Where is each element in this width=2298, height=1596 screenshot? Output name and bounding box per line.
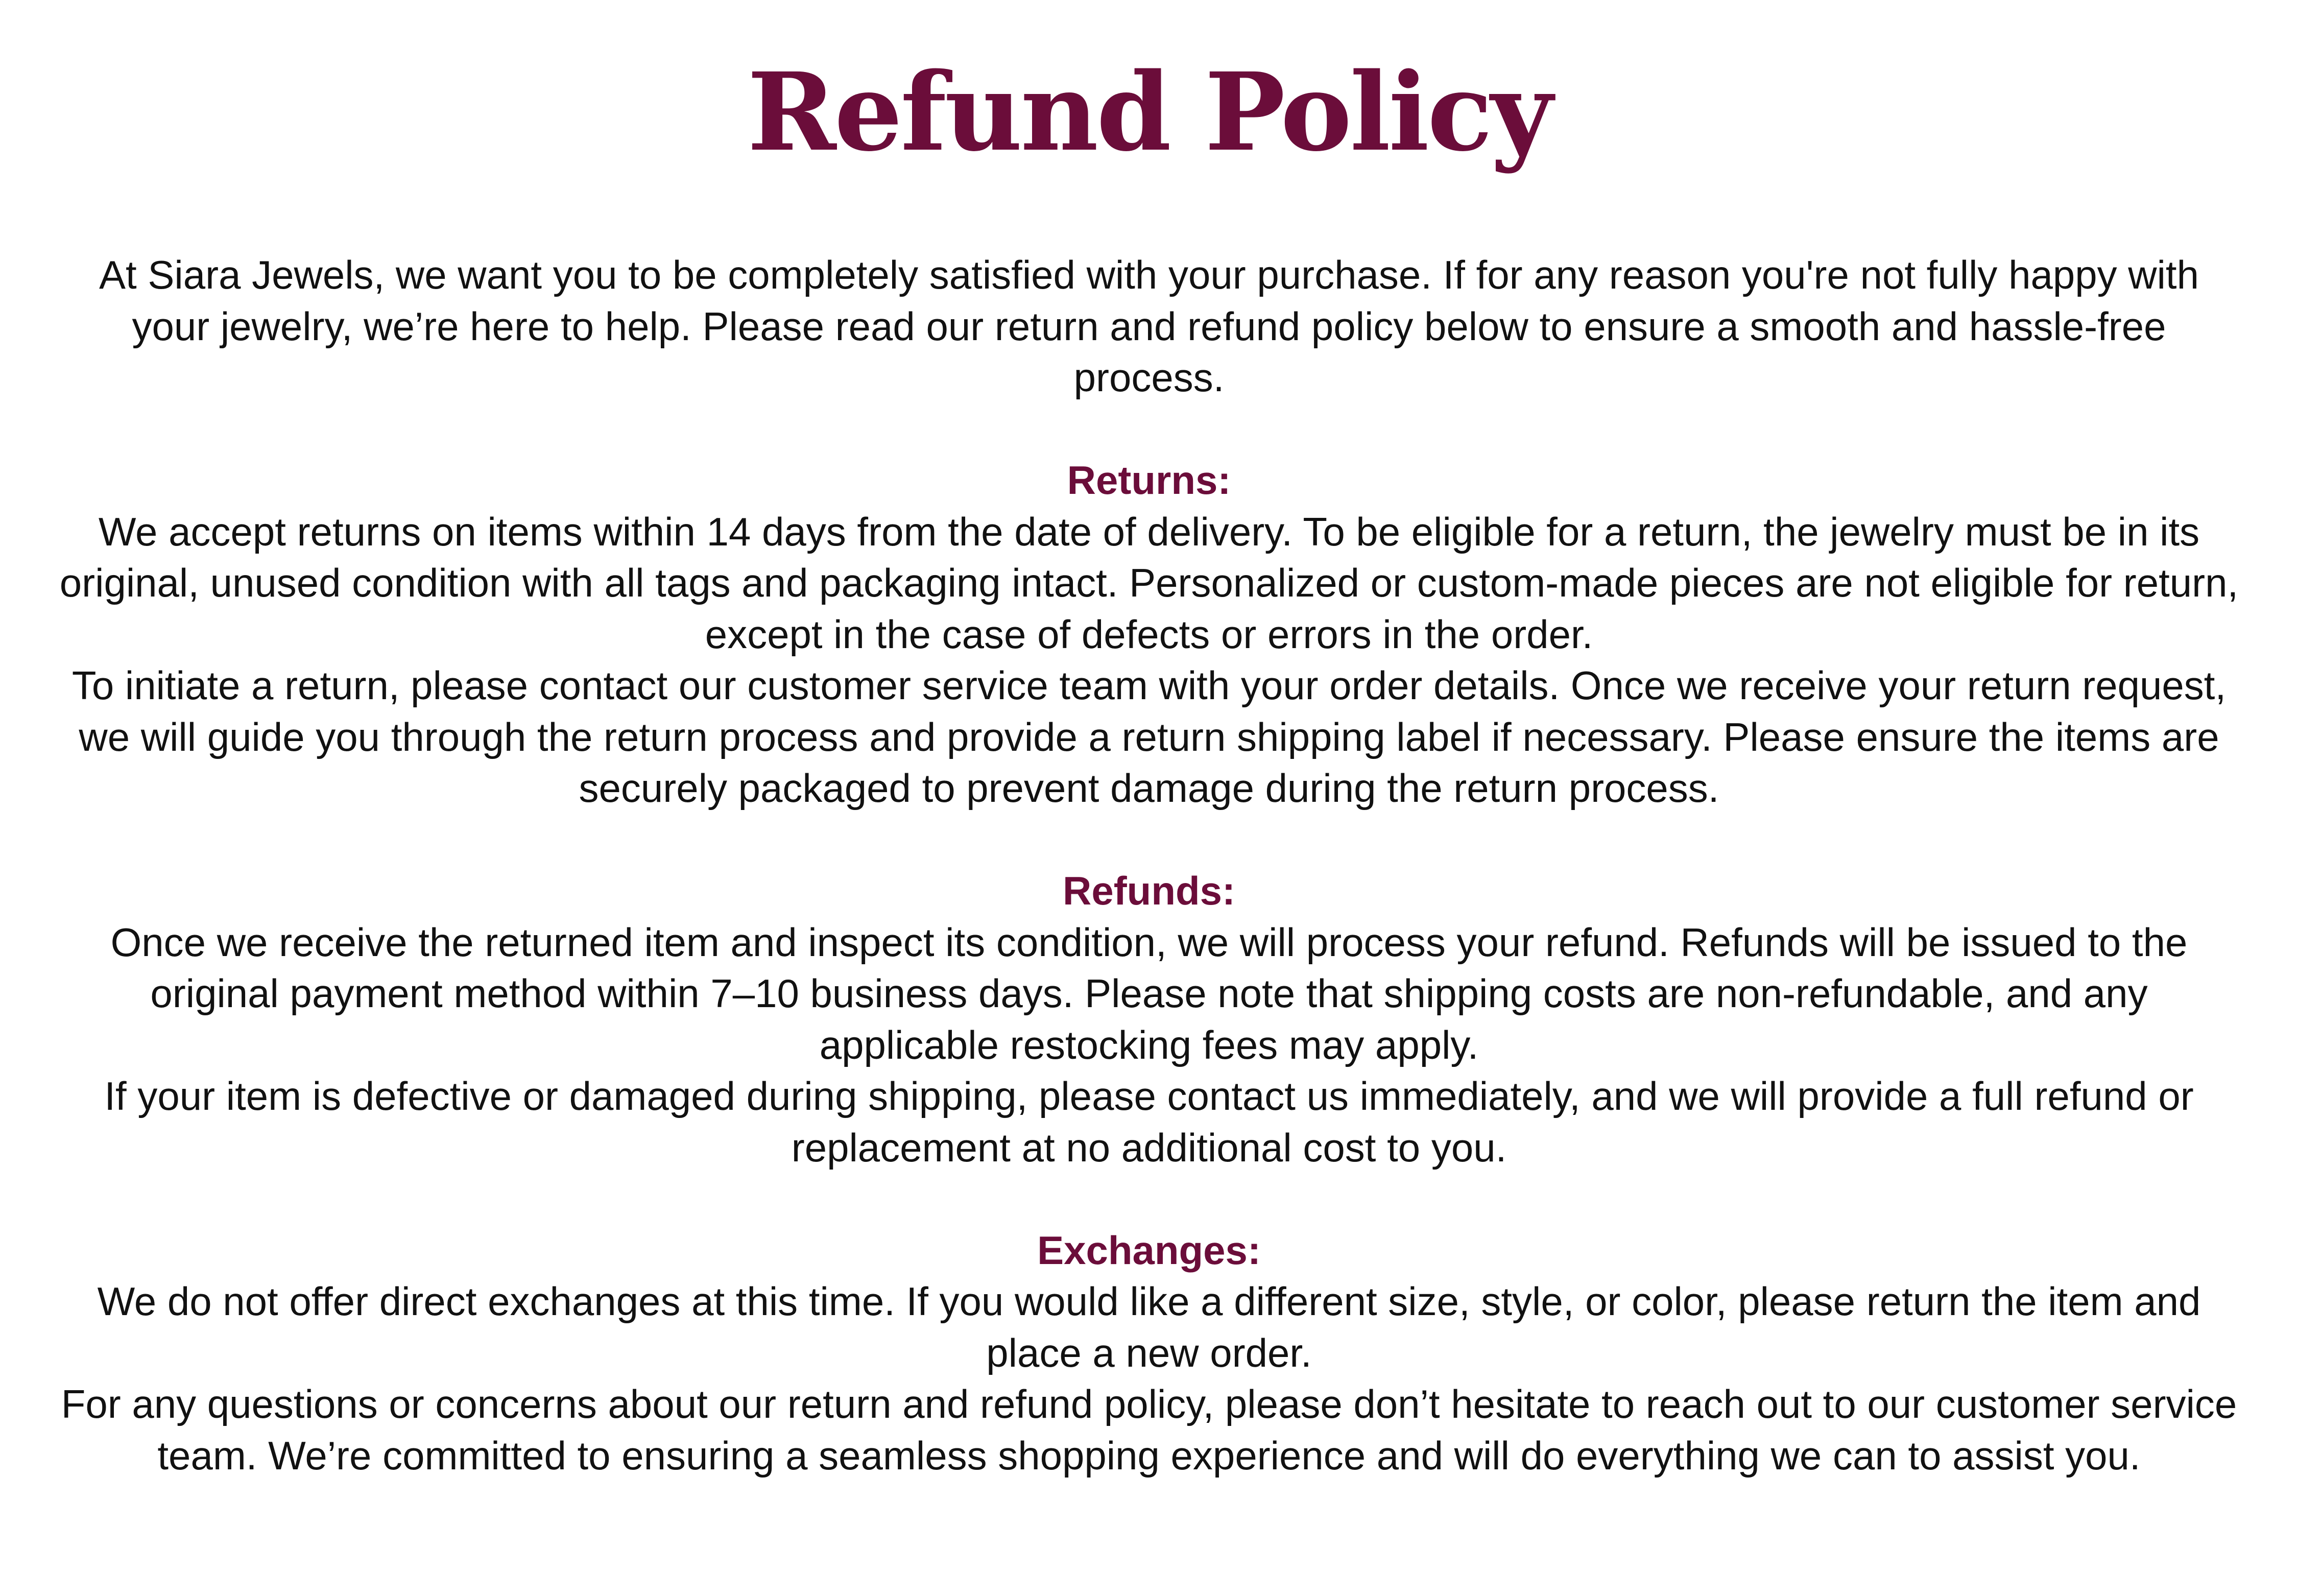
exchanges-paragraph-policy: We do not offer direct exchanges at this time. If you would like a different size, style, or color, please return the item and place a new order. xyxy=(97,1279,2201,1375)
refunds-paragraph-processing: Once we receive the returned item and inspect its condition, we will process your refund. Refunds will be issued to the original payment method within 7–10 business days. Please note that shipping costs are non-refundable, and any applicable restocking fees may apply. xyxy=(110,919,2188,1067)
exchanges-paragraph-contact: For any questions or concerns about our return and refund policy, please don’t hesitate to reach out to our customer service team. We’re committed to ensuring a seamless shopping experience and will do everything we can to assist you. xyxy=(61,1381,2237,1478)
section-spacer xyxy=(56,403,2242,455)
exchanges-section xyxy=(56,1225,2242,1482)
returns-heading: Returns: xyxy=(1067,458,1231,503)
refunds-paragraph-defective: If your item is defective or damaged during shipping, please contact us immediately, and we will provide a full refund or replacement at no additional cost to you. xyxy=(104,1074,2194,1170)
policy-body xyxy=(56,249,2242,1481)
section-spacer xyxy=(56,1173,2242,1225)
exchanges-heading: Exchanges: xyxy=(1037,1227,1261,1273)
refunds-section xyxy=(56,865,2242,1173)
returns-section xyxy=(56,455,2242,814)
section-spacer xyxy=(56,814,2242,866)
intro-paragraph: At Siara Jewels, we want you to be completely satisfied with your purchase. If for any reason you're not fully happy with your jewelry, we’re here to help. Please read our return and refund policy below to ensure a smooth and hassle-free process. xyxy=(99,252,2199,400)
returns-paragraph-process: To initiate a return, please contact our customer service team with your order details. Once we receive your return request, we will guide you through the return process and provide a return shipping label if necessary. Please ensure the items are securely packaged to prevent damage during the return process. xyxy=(71,663,2227,811)
refunds-heading: Refunds: xyxy=(1063,868,1235,913)
returns-paragraph-eligibility: We accept returns on items within 14 days from the date of delivery. To be eligible for a return, the jewelry must be in its original, unused condition with all tags and packaging intact. Personalized or custom-made pieces are not eligible for return, except in the case of defects or errors in the order. xyxy=(59,509,2239,657)
page-title: Refund Policy xyxy=(747,49,1551,175)
